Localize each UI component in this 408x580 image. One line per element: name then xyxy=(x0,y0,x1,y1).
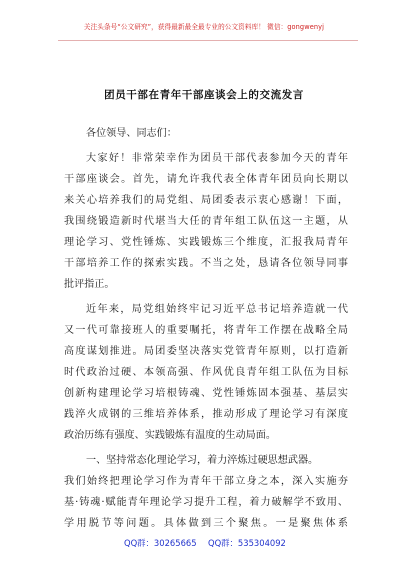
body-line: 我们始终把理论学习作为青年干部立身之本，深入实施夯 xyxy=(64,476,348,487)
body-line: 践淬火成钢的三维培养体系，推动形成了理论学习有深度 xyxy=(64,409,348,420)
body-line: 时代政治过硬、本领高强、作风优良青年组工队伍为目标 xyxy=(64,367,348,378)
body-line: 学用脱节等问题。具体做到三个聚焦。一是聚焦体系 xyxy=(64,518,348,529)
salutation-line: 各位领导、同志们： xyxy=(86,128,177,139)
body-line: 创新构建理论学习培根铸魂、党性锤炼固本强基、基层实 xyxy=(64,388,348,399)
header-promo-note: 关注头条号“公文研究”，获得最新最全最专业的公文资料库！ 微信：gongwenyj xyxy=(83,23,325,31)
section-heading-line: 一、坚持常态化理论学习，着力淬炼过硬思想武器。 xyxy=(86,455,319,466)
body-line: 干部培养工作的探索实践。不当之处，恳请各位领导同事 xyxy=(64,258,348,269)
body-line: 近年来，局党组始终牢记习近平总书记培养造就一代 xyxy=(86,304,348,315)
body-line: 又一代可靠接班人的重要嘱托，将青年工作摆在战略全局 xyxy=(64,325,348,336)
body-line: 政治历练有强度、实践锻炼有温度的生动局面。 xyxy=(64,430,276,441)
body-line: 批评指正。 xyxy=(64,279,115,290)
header-divider xyxy=(58,40,358,41)
body-line: 基·铸魂·赋能青年理论学习提升工程，着力破解学不致用、 xyxy=(64,497,348,508)
body-line: 来关心培养我们的局党组、局团委表示衷心感谢！下面， xyxy=(64,195,348,206)
body-line: 大家好！非常荣幸作为团员干部代表参加今天的青年 xyxy=(86,153,348,164)
body-line: 理论学习、党性锤炼、实践锻炼三个维度，汇报我局青年 xyxy=(64,237,348,248)
body-line: 干部座谈会。首先，请允许我代表全体青年团员向长期以 xyxy=(64,174,348,185)
footer-qq-group-2: QQ群：535304092 xyxy=(208,538,286,548)
document-title: 团员干部在青年干部座谈会上的交流发言 xyxy=(104,89,304,101)
body-line: 我围绕锻造新时代堪当大任的青年组工队伍这一主题，从 xyxy=(64,216,348,227)
body-line: 高度谋划推进。局团委坚决落实党管青年原则，以打造新 xyxy=(64,346,348,357)
footer-qq-group-1: QQ群：30265665 xyxy=(124,538,197,548)
